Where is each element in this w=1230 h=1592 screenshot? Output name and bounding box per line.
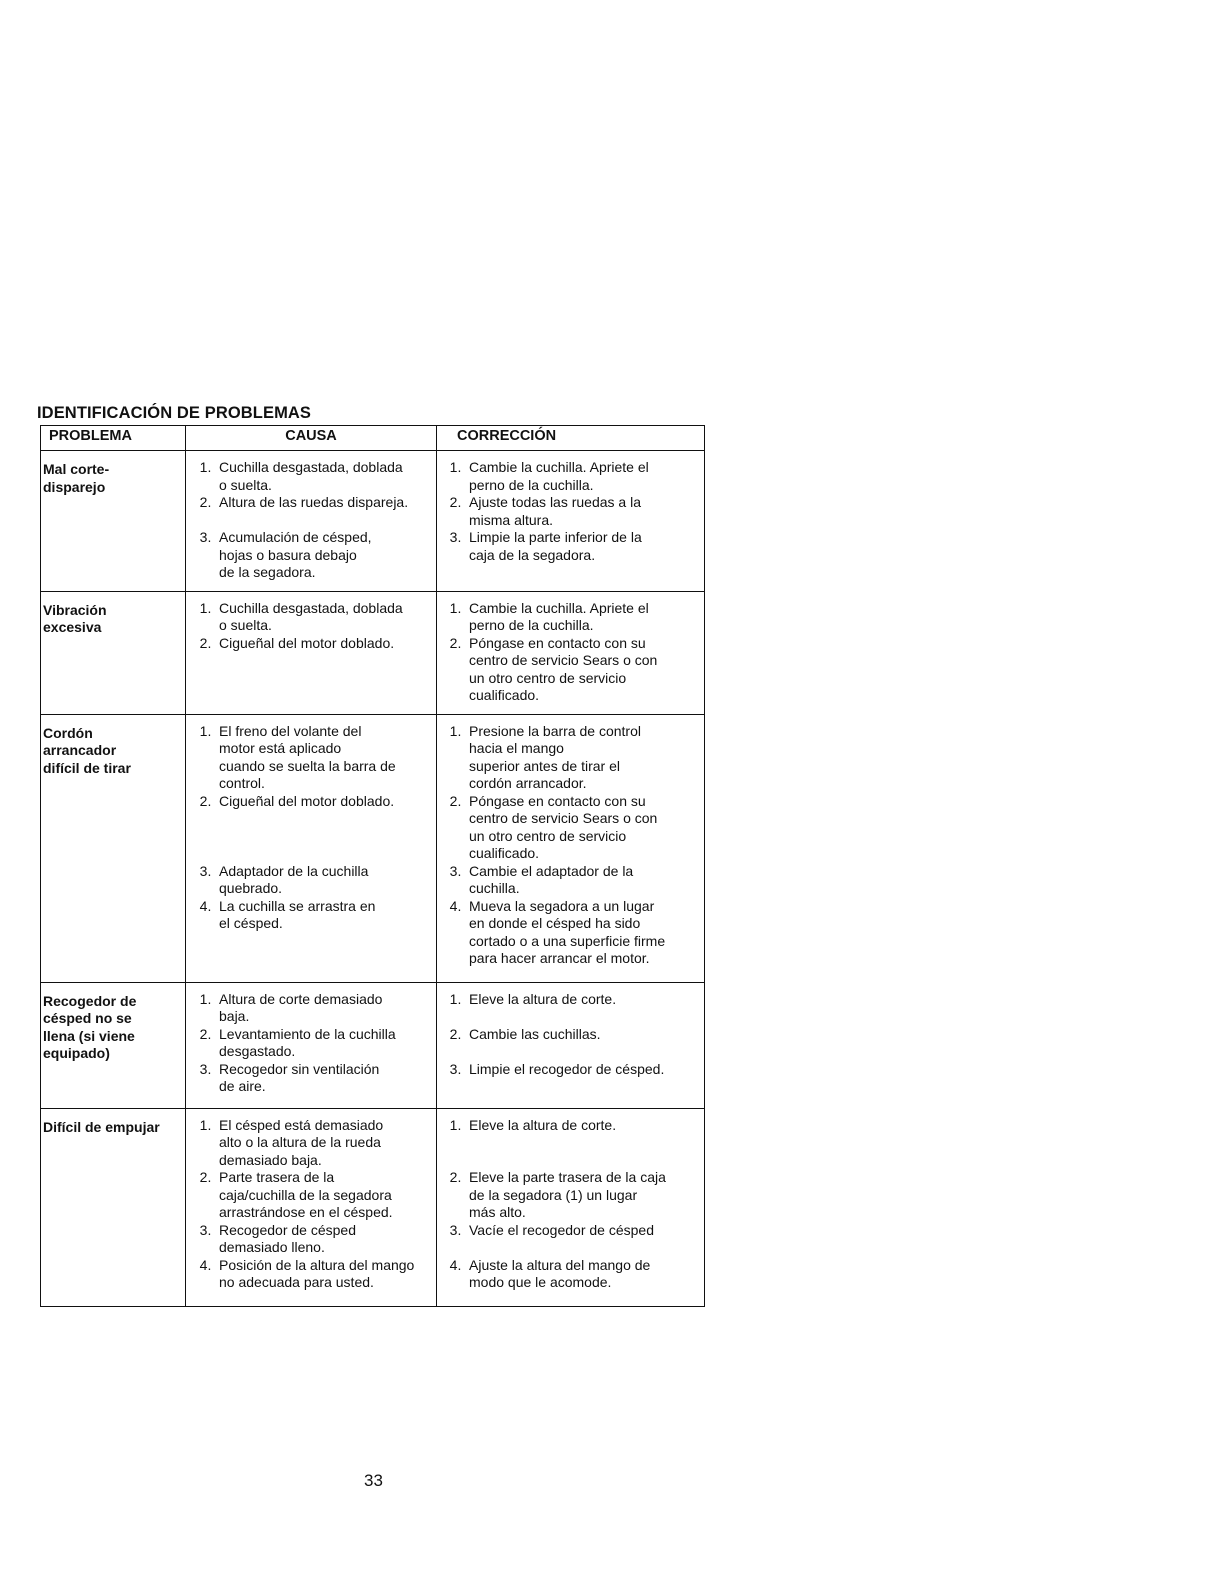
- item-line: Altura de las ruedas dispareja.: [219, 494, 409, 510]
- table-body: [41, 451, 705, 1307]
- item-number: 2.: [199, 634, 212, 651]
- item-text: [219, 1169, 434, 1222]
- item-line: cuando se suelta la barra de: [219, 757, 396, 774]
- item-number: 4.: [449, 897, 462, 914]
- cause-item: [192, 898, 434, 933]
- item-line: más alto.: [469, 1204, 526, 1220]
- item-line: no adecuada para usted.: [219, 1274, 374, 1290]
- item-line: demasiado baja.: [219, 1151, 322, 1168]
- item-line: un otro centro de servicio: [469, 669, 627, 686]
- correction-item: [442, 898, 702, 968]
- item-line: Posición de la altura del mango: [219, 1256, 415, 1273]
- item-line: centro de servicio Sears o con: [469, 652, 658, 668]
- item-line: Recogedor de césped: [219, 1221, 356, 1238]
- item-line: Recogedor sin ventilación: [219, 1060, 380, 1077]
- item-line: desgastado.: [219, 1043, 296, 1059]
- cause-cell: [186, 591, 437, 714]
- problem-cell: [41, 1108, 186, 1306]
- item-text: [469, 1061, 702, 1079]
- item-line: Mueva la segadora a un lugar: [469, 897, 655, 914]
- problem-cell: [41, 451, 186, 592]
- item-line: el césped.: [219, 915, 283, 931]
- cause-item: [192, 1061, 434, 1096]
- item-number: 3.: [199, 1060, 212, 1077]
- correction-item: [442, 991, 702, 1009]
- item-line: de la segadora (1) un lugar: [469, 1186, 638, 1203]
- correction-item: [442, 1169, 702, 1222]
- item-number: 1.: [199, 722, 212, 739]
- item-text: [469, 1257, 702, 1292]
- item-line: de la segadora.: [219, 564, 316, 580]
- item-line: cuchilla.: [469, 880, 520, 896]
- item-line: Cambie las cuchillas.: [469, 1025, 601, 1042]
- item-number: 2.: [199, 1169, 212, 1185]
- cause-cell: [186, 451, 437, 592]
- item-text: [469, 991, 702, 1009]
- cause-cell: [186, 714, 437, 982]
- item-line: baja.: [219, 1008, 250, 1024]
- item-line: cordón arrancador.: [469, 775, 587, 791]
- problem-line: arrancador: [43, 742, 117, 758]
- item-number: 2.: [449, 494, 462, 510]
- item-line: Eleve la altura de corte.: [469, 990, 617, 1007]
- item-line: de aire.: [219, 1078, 266, 1094]
- table-row: [41, 591, 705, 714]
- problem-line: difícil de tirar: [43, 759, 131, 776]
- item-text: [219, 1061, 434, 1096]
- item-line: La cuchilla se arrastra en: [219, 897, 376, 914]
- item-line: Cambie la cuchilla. Apriete el: [469, 459, 649, 475]
- cause-item: [192, 529, 434, 582]
- cause-cell: [186, 1108, 437, 1306]
- item-text: [219, 1026, 434, 1061]
- item-line: Ajuste la altura del mango de: [469, 1256, 651, 1273]
- correction-cell: [437, 982, 705, 1108]
- correction-item: [442, 1026, 702, 1044]
- item-line: motor está aplicado: [219, 740, 342, 756]
- item-line: El césped está demasiado: [219, 1116, 384, 1133]
- item-number: 3.: [199, 529, 212, 545]
- item-line: arrastrándose en el césped.: [219, 1204, 393, 1220]
- item-text: [219, 1257, 434, 1292]
- correction-item: [442, 723, 702, 793]
- item-line: hojas o basura debajo: [219, 546, 357, 563]
- table-header-row: [41, 426, 705, 451]
- spacer: [442, 1239, 702, 1257]
- item-line: Eleve la altura de corte.: [469, 1116, 617, 1133]
- correction-item: [442, 1061, 702, 1079]
- correction-item: [442, 1117, 702, 1135]
- item-number: 4.: [199, 1256, 212, 1273]
- item-line: Cambie la cuchilla. Apriete el: [469, 599, 649, 616]
- item-line: centro de servicio Sears o con: [469, 810, 658, 826]
- item-line: Limpie la parte inferior de la: [469, 529, 642, 545]
- item-text: [219, 898, 434, 933]
- item-line: para hacer arrancar el motor.: [469, 950, 650, 966]
- item-text: [219, 863, 434, 898]
- problem-cell: [41, 982, 186, 1108]
- item-number: 1.: [199, 1116, 212, 1133]
- item-number: 3.: [199, 1221, 212, 1238]
- item-line: Ajuste todas las ruedas a la: [469, 494, 641, 510]
- item-number: 3.: [449, 862, 462, 879]
- item-line: Altura de corte demasiado: [219, 990, 383, 1007]
- item-text: [469, 898, 702, 968]
- item-text: [469, 459, 702, 494]
- correction-item: [442, 863, 702, 898]
- cause-item: [192, 1117, 434, 1170]
- item-number: 3.: [449, 1060, 462, 1077]
- item-line: cortado o a una superficie firme: [469, 932, 666, 949]
- item-line: Cuchilla desgastada, doblada: [219, 459, 403, 475]
- correction-item: [442, 1222, 702, 1240]
- cause-item: [192, 1026, 434, 1061]
- table-row: [41, 451, 705, 592]
- item-text: [469, 863, 702, 898]
- item-line: Adaptador de la cuchilla: [219, 862, 369, 879]
- item-number: 1.: [449, 990, 462, 1007]
- item-line: hacia el mango: [469, 740, 564, 756]
- item-text: [469, 635, 702, 705]
- item-text: [469, 1169, 702, 1222]
- cause-item: [192, 600, 434, 635]
- item-text: [469, 1222, 702, 1240]
- page-title: IDENTIFICACIÓN DE PROBLEMAS: [37, 404, 312, 422]
- table-row: [41, 982, 705, 1108]
- item-text: [219, 600, 434, 635]
- cause-item: [192, 459, 434, 494]
- item-text: [469, 1117, 702, 1135]
- item-number: 4.: [199, 897, 212, 914]
- item-text: [469, 793, 702, 863]
- table-row: [41, 714, 705, 982]
- item-number: 2.: [199, 1025, 212, 1042]
- spacer: [192, 512, 434, 530]
- spacer: [442, 1008, 702, 1026]
- item-line: Parte trasera de la: [219, 1169, 335, 1185]
- correction-item: [442, 793, 702, 863]
- item-number: 2.: [449, 634, 462, 651]
- problem-line: llena (si viene: [43, 1027, 135, 1044]
- item-line: Póngase en contacto con su: [469, 634, 646, 651]
- header-causa: CAUSA: [186, 426, 437, 451]
- item-number: 4.: [449, 1256, 462, 1273]
- cause-item: [192, 1257, 434, 1292]
- item-line: misma altura.: [469, 511, 554, 528]
- spacer: [442, 1134, 702, 1169]
- item-line: modo que le acomode.: [469, 1274, 612, 1290]
- correction-cell: [437, 1108, 705, 1306]
- correction-item: [442, 600, 702, 635]
- spacer: [192, 810, 434, 863]
- problem-line: equipado): [43, 1045, 110, 1061]
- cause-cell: [186, 982, 437, 1108]
- item-text: [469, 494, 702, 529]
- item-text: [219, 529, 434, 582]
- item-number: 2.: [199, 494, 212, 510]
- item-number: 1.: [449, 722, 462, 739]
- item-line: Vacíe el recogedor de césped: [469, 1221, 654, 1238]
- item-number: 3.: [449, 1221, 462, 1238]
- item-line: El freno del volante del: [219, 722, 362, 739]
- item-line: caja de la segadora.: [469, 546, 596, 563]
- item-text: [219, 494, 434, 512]
- problem-line: Vibración: [43, 601, 107, 618]
- item-line: cualificado.: [469, 845, 540, 861]
- item-line: perno de la cuchilla.: [469, 476, 594, 493]
- problem-cell: [41, 591, 186, 714]
- table-row: [41, 1108, 705, 1306]
- correction-item: [442, 635, 702, 705]
- item-number: 1.: [199, 599, 212, 616]
- item-line: control.: [219, 775, 265, 791]
- item-line: Cambie el adaptador de la: [469, 862, 634, 879]
- correction-cell: [437, 451, 705, 592]
- item-text: [219, 635, 434, 653]
- item-line: Acumulación de césped,: [219, 529, 372, 545]
- item-number: 1.: [449, 1116, 462, 1133]
- problem-line: Cordón: [43, 724, 93, 741]
- item-line: Limpie el recogedor de césped.: [469, 1060, 665, 1077]
- item-line: o suelta.: [219, 476, 272, 493]
- item-number: 1.: [199, 990, 212, 1007]
- troubleshooting-table: [40, 425, 705, 1307]
- problem-line: Difícil de empujar: [43, 1118, 160, 1135]
- item-number: 2.: [199, 792, 212, 809]
- item-number: 3.: [449, 529, 462, 545]
- item-number: 3.: [199, 862, 212, 879]
- correction-cell: [437, 714, 705, 982]
- cause-item: [192, 991, 434, 1026]
- item-text: [219, 723, 434, 793]
- item-line: Cigueñal del motor doblado.: [219, 792, 395, 809]
- item-line: o suelta.: [219, 617, 272, 633]
- spacer: [442, 1043, 702, 1061]
- item-text: [469, 723, 702, 793]
- item-number: 1.: [449, 599, 462, 616]
- item-number: 1.: [449, 459, 462, 475]
- correction-cell: [437, 591, 705, 714]
- header-problema: PROBLEMA: [41, 426, 186, 451]
- item-number: 1.: [199, 459, 212, 475]
- cause-item: [192, 793, 434, 811]
- item-line: caja/cuchilla de la segadora: [219, 1186, 392, 1203]
- cause-item: [192, 1169, 434, 1222]
- item-text: [469, 600, 702, 635]
- cause-item: [192, 494, 434, 512]
- item-number: 2.: [449, 1025, 462, 1042]
- correction-item: [442, 529, 702, 564]
- item-text: [219, 1117, 434, 1170]
- cause-item: [192, 635, 434, 653]
- item-line: un otro centro de servicio: [469, 827, 627, 844]
- item-line: cualificado.: [469, 687, 540, 703]
- cause-item: [192, 1222, 434, 1257]
- item-line: superior antes de tirar el: [469, 757, 620, 774]
- problem-cell: [41, 714, 186, 982]
- problem-line: césped no se: [43, 1010, 132, 1026]
- item-text: [219, 459, 434, 494]
- item-text: [469, 529, 702, 564]
- header-correccion: CORRECCIÓN: [437, 426, 705, 451]
- item-line: Cigueñal del motor doblado.: [219, 634, 395, 651]
- correction-item: [442, 459, 702, 494]
- item-line: quebrado.: [219, 880, 283, 896]
- problem-line: Recogedor de: [43, 992, 137, 1009]
- item-line: Levantamiento de la cuchilla: [219, 1025, 396, 1042]
- item-line: Póngase en contacto con su: [469, 792, 646, 809]
- item-line: Cuchilla desgastada, doblada: [219, 599, 403, 616]
- item-text: [219, 793, 434, 811]
- cause-item: [192, 723, 434, 793]
- problem-line: Mal corte-: [43, 461, 110, 477]
- problem-line: excesiva: [43, 619, 102, 635]
- item-number: 2.: [449, 792, 462, 809]
- item-text: [219, 991, 434, 1026]
- item-line: perno de la cuchilla.: [469, 617, 594, 633]
- item-line: Presione la barra de control: [469, 722, 641, 739]
- cause-item: [192, 863, 434, 898]
- item-line: en donde el césped ha sido: [469, 915, 641, 931]
- item-line: alto o la altura de la rueda: [219, 1134, 381, 1150]
- item-number: 2.: [449, 1169, 462, 1185]
- item-text: [469, 1026, 702, 1044]
- item-line: demasiado lleno.: [219, 1239, 325, 1255]
- problem-line: disparejo: [43, 478, 106, 495]
- correction-item: [442, 494, 702, 529]
- item-text: [219, 1222, 434, 1257]
- item-line: Eleve la parte trasera de la caja: [469, 1169, 666, 1185]
- correction-item: [442, 1257, 702, 1292]
- page-number: 33: [364, 1471, 383, 1490]
